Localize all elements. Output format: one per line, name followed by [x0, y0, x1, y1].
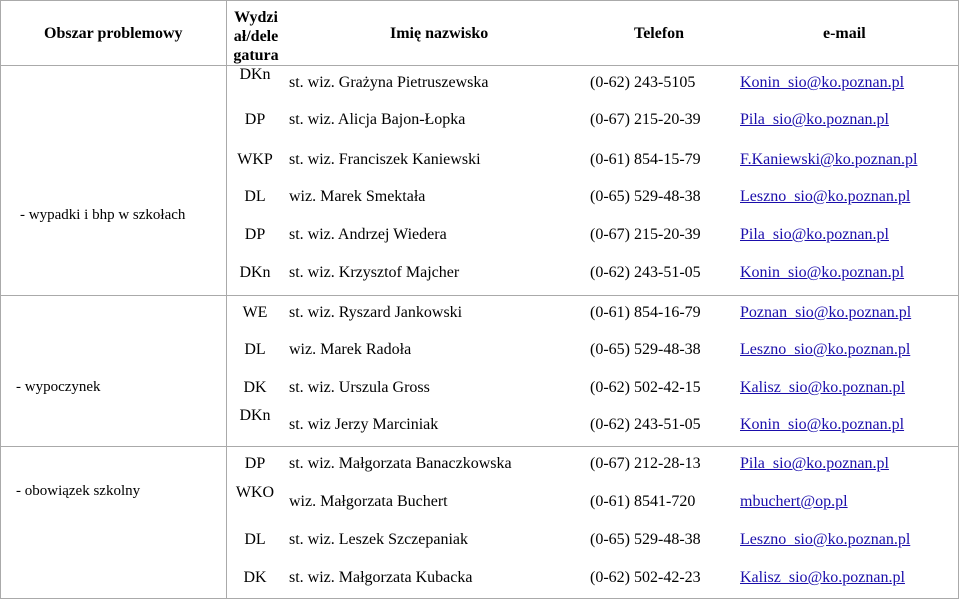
name-cell: st. wiz. Grażyna Pietruszewska	[289, 74, 489, 91]
email-link[interactable]: Kalisz_sio@ko.poznan.pl	[740, 569, 905, 586]
phone-cell: (0-67) 212-28-13	[590, 455, 701, 472]
dept-cell: WKP	[237, 151, 273, 168]
phone-cell: (0-62) 243-5105	[590, 74, 696, 91]
phone-cell: (0-61) 854-15-79	[590, 151, 701, 168]
section-divider-1	[0, 295, 959, 296]
header-dept-line3: gatura	[233, 47, 279, 64]
header-area: Obszar problemowy	[44, 25, 183, 42]
phone-cell: (0-65) 529-48-38	[590, 341, 701, 358]
header-divider	[0, 65, 959, 66]
area-label: - obowiązek szkolny	[16, 483, 141, 499]
email-link[interactable]: Leszno_sio@ko.poznan.pl	[740, 531, 911, 548]
name-cell: wiz. Małgorzata Buchert	[289, 493, 448, 510]
dept-cell: DL	[244, 341, 266, 358]
phone-cell: (0-67) 215-20-39	[590, 111, 701, 128]
email-link[interactable]: Konin_sio@ko.poznan.pl	[740, 264, 905, 281]
email-link[interactable]: Kalisz_sio@ko.poznan.pl	[740, 379, 905, 396]
name-cell: wiz. Marek Radoła	[289, 341, 412, 358]
name-cell: st. wiz. Ryszard Jankowski	[289, 304, 463, 321]
phone-cell: (0-61) 854-16-79	[590, 304, 701, 321]
header-dept-line2: ał/dele	[233, 28, 279, 45]
dept-cell: DK	[243, 569, 267, 586]
phone-cell: (0-62) 502-42-15	[590, 379, 701, 396]
email-link[interactable]: Konin_sio@ko.poznan.pl	[740, 74, 905, 91]
phone-cell: (0-62) 502-42-23	[590, 569, 701, 586]
phone-cell: (0-67) 215-20-39	[590, 226, 701, 243]
phone-cell: (0-65) 529-48-38	[590, 188, 701, 205]
name-cell: st. wiz. Franciszek Kaniewski	[289, 151, 481, 168]
dept-cell: DP	[244, 455, 266, 472]
name-cell: st. wiz. Krzysztof Majcher	[289, 264, 460, 281]
phone-cell: (0-62) 243-51-05	[590, 416, 701, 433]
name-cell: wiz. Marek Smektała	[289, 188, 426, 205]
phone-cell: (0-62) 243-51-05	[590, 264, 701, 281]
email-link[interactable]: mbuchert@op.pl	[740, 493, 848, 510]
dept-cell: DKn	[239, 407, 271, 424]
email-link[interactable]: Pila_sio@ko.poznan.pl	[740, 226, 889, 243]
email-link[interactable]: Konin_sio@ko.poznan.pl	[740, 416, 905, 433]
email-link[interactable]: Pila_sio@ko.poznan.pl	[740, 111, 889, 128]
name-cell: st. wiz. Małgorzata Kubacka	[289, 569, 473, 586]
name-cell: st. wiz. Leszek Szczepaniak	[289, 531, 469, 548]
column-divider	[226, 0, 227, 599]
dept-cell: DP	[244, 226, 266, 243]
area-label: - wypadki i bhp w szkołach	[20, 207, 186, 223]
name-cell: st. wiz. Andrzej Wiedera	[289, 226, 447, 243]
section-divider-2	[0, 446, 959, 447]
name-cell: st. wiz. Małgorzata Banaczkowska	[289, 455, 512, 472]
dept-cell: DL	[244, 188, 266, 205]
area-label: - wypoczynek	[16, 379, 101, 395]
dept-cell: WE	[242, 304, 268, 321]
email-link[interactable]: Leszno_sio@ko.poznan.pl	[740, 341, 911, 358]
name-cell: st. wiz Jerzy Marciniak	[289, 416, 439, 433]
dept-cell: WKO	[235, 484, 275, 501]
phone-cell: (0-65) 529-48-38	[590, 531, 701, 548]
email-link[interactable]: Pila_sio@ko.poznan.pl	[740, 455, 889, 472]
dept-cell: DKn	[239, 66, 271, 83]
header-email: e-mail	[823, 25, 866, 42]
email-link[interactable]: Poznan_sio@ko.poznan.pl	[740, 304, 912, 321]
dept-cell: DK	[243, 379, 267, 396]
dept-cell: DKn	[239, 264, 271, 281]
name-cell: st. wiz. Urszula Gross	[289, 379, 430, 396]
dept-cell: DL	[244, 531, 266, 548]
header-dept	[232, 8, 280, 65]
name-cell: st. wiz. Alicja Bajon-Łopka	[289, 111, 466, 128]
header-dept-line1: Wydzi	[234, 9, 278, 26]
top-border	[0, 0, 959, 1]
header-name: Imię nazwisko	[390, 25, 489, 42]
email-link[interactable]: Leszno_sio@ko.poznan.pl	[740, 188, 911, 205]
left-border	[0, 0, 1, 599]
dept-cell: DP	[244, 111, 266, 128]
phone-cell: (0-61) 8541-720	[590, 493, 696, 510]
header-phone: Telefon	[634, 25, 685, 42]
email-link[interactable]: F.Kaniewski@ko.poznan.pl	[740, 151, 918, 168]
